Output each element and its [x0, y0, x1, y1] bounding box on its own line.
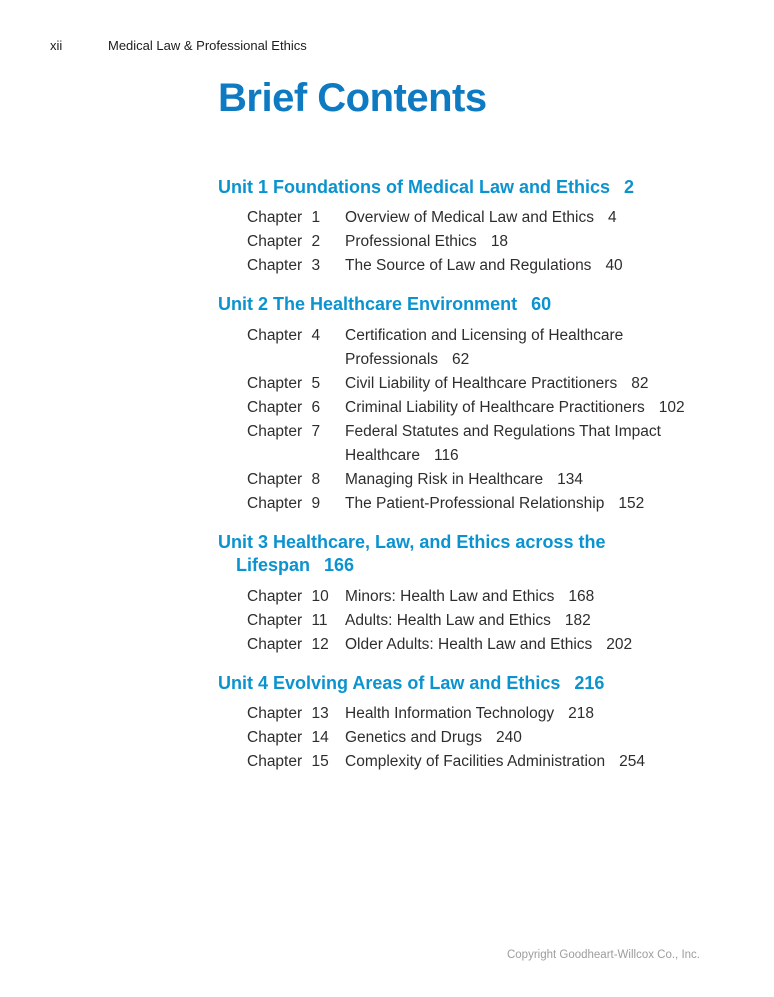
chapter-label: Chapter 4	[247, 326, 321, 344]
chapter-label: Chapter 5	[247, 374, 321, 392]
chapter-page-number: 62	[452, 350, 470, 368]
chapter-title: The Source of Law and Regulations	[345, 257, 592, 275]
copyright-line: Copyright Goodheart-Willcox Co., Inc.	[506, 949, 700, 961]
toc-chapter-row	[247, 702, 718, 726]
page-number: xii	[50, 38, 63, 53]
chapter-title: The Patient-Professional Relationship	[345, 494, 605, 512]
unit-title-text: Unit 4 Evolving Areas of Law and Ethics	[218, 672, 561, 693]
toc-unit	[218, 176, 718, 278]
toc-unit	[218, 672, 718, 774]
unit-title-text: Unit 1 Foundations of Medical Law and Ethics	[218, 177, 611, 197]
chapter-title-cell	[345, 396, 707, 420]
chapter-page-number: 134	[557, 470, 584, 488]
chapter-page-number: 18	[490, 233, 509, 251]
chapter-list	[218, 585, 718, 657]
page-content	[218, 76, 718, 789]
page-title: Brief Contents	[218, 76, 487, 120]
unit-page-number: 2	[624, 177, 635, 197]
chapter-title: Older Adults: Health Law and Ethics	[345, 635, 593, 653]
toc-chapter-row	[247, 206, 718, 230]
chapter-label: Chapter 15	[247, 752, 329, 770]
unit-heading	[218, 531, 706, 578]
chapter-title: Overview of Medical Law and Ethics	[345, 209, 594, 227]
chapter-title-cell	[345, 633, 707, 657]
unit-page-number: 216	[574, 672, 605, 693]
unit-title-text: Unit 3 Healthcare, Law, and Ethics across the Lifespan	[218, 531, 606, 576]
chapter-title: Complexity of Facilities Administration	[345, 752, 606, 770]
chapter-title-cell	[345, 468, 707, 492]
chapter-label: Chapter 8	[247, 470, 321, 488]
toc-unit	[218, 293, 718, 515]
page-footer	[507, 949, 700, 961]
toc-chapter-row	[247, 726, 718, 750]
chapter-title: Criminal Liability of Healthcare Practitioners	[345, 398, 645, 416]
chapter-title-cell	[345, 420, 707, 468]
chapter-title: Health Information Technology	[345, 704, 555, 722]
running-header-title: Medical Law & Professional Ethics	[108, 38, 307, 53]
chapter-label: Chapter 6	[247, 398, 321, 416]
chapter-list	[218, 206, 718, 278]
unit-page-number: 166	[324, 555, 355, 576]
toc-chapter-row	[247, 585, 718, 609]
toc-chapter-row	[247, 468, 718, 492]
chapter-title: Genetics and Drugs	[345, 728, 482, 746]
chapter-label: Chapter 9	[247, 494, 321, 512]
unit-heading	[218, 176, 706, 199]
unit-heading	[218, 672, 706, 695]
toc-chapter-row	[247, 420, 718, 468]
chapter-page-number: 218	[568, 704, 594, 722]
chapter-label: Chapter 11	[247, 611, 328, 629]
chapter-page-number: 4	[607, 209, 617, 227]
chapter-title-cell	[345, 230, 707, 254]
chapter-page-number: 168	[568, 587, 595, 605]
unit-heading	[218, 293, 706, 316]
chapter-label: Chapter 12	[247, 635, 329, 653]
chapter-page-number: 182	[564, 611, 591, 629]
chapter-label: Chapter 10	[247, 587, 329, 605]
chapter-label: Chapter 1	[247, 209, 321, 227]
chapter-title-cell	[345, 324, 707, 372]
chapter-title-cell	[345, 750, 707, 774]
chapter-page-number: 102	[658, 398, 685, 416]
chapter-page-number: 40	[605, 257, 623, 275]
chapter-label: Chapter 13	[247, 704, 329, 722]
chapter-page-number: 240	[496, 728, 522, 746]
toc-chapter-row	[247, 609, 718, 633]
chapter-page-number: 254	[619, 752, 646, 770]
chapter-page-number: 152	[618, 494, 645, 512]
chapter-list	[218, 702, 718, 774]
running-header	[50, 38, 307, 53]
chapter-title: Certification and Licensing of Healthcare Professionals	[345, 326, 624, 368]
chapter-label: Chapter 14	[247, 728, 329, 746]
chapter-title: Federal Statutes and Regulations That Impact Healthcare	[345, 422, 661, 464]
chapter-title: Professional Ethics	[345, 233, 477, 251]
unit-title-text: Unit 2 The Healthcare Environment	[218, 294, 518, 315]
chapter-title-cell	[345, 206, 707, 230]
toc-unit	[218, 531, 718, 657]
toc-chapter-row	[247, 492, 718, 516]
chapter-list	[218, 324, 718, 516]
chapter-page-number: 202	[606, 635, 633, 653]
toc-chapter-row	[247, 633, 718, 657]
toc-chapter-row	[247, 230, 718, 254]
table-of-contents	[218, 176, 718, 774]
toc-chapter-row	[247, 372, 718, 396]
toc-chapter-row	[247, 750, 718, 774]
chapter-title-cell	[345, 492, 707, 516]
chapter-page-number: 82	[631, 374, 649, 392]
chapter-title-cell	[345, 585, 707, 609]
unit-page-number: 60	[531, 294, 552, 315]
chapter-title: Managing Risk in Healthcare	[345, 470, 544, 488]
chapter-title: Adults: Health Law and Ethics	[345, 611, 551, 629]
chapter-title-cell	[345, 372, 707, 396]
chapter-title-cell	[345, 702, 707, 726]
chapter-label: Chapter 2	[247, 233, 321, 251]
chapter-title-cell	[345, 609, 707, 633]
chapter-title: Minors: Health Law and Ethics	[345, 587, 555, 605]
chapter-title: Civil Liability of Healthcare Practitioners	[345, 374, 618, 392]
toc-chapter-row	[247, 324, 718, 372]
chapter-label: Chapter 7	[247, 422, 321, 440]
chapter-label: Chapter 3	[247, 257, 321, 275]
toc-chapter-row	[247, 396, 718, 420]
toc-chapter-row	[247, 254, 718, 278]
chapter-page-number: 116	[433, 446, 459, 464]
chapter-title-cell	[345, 254, 707, 278]
chapter-title-cell	[345, 726, 707, 750]
